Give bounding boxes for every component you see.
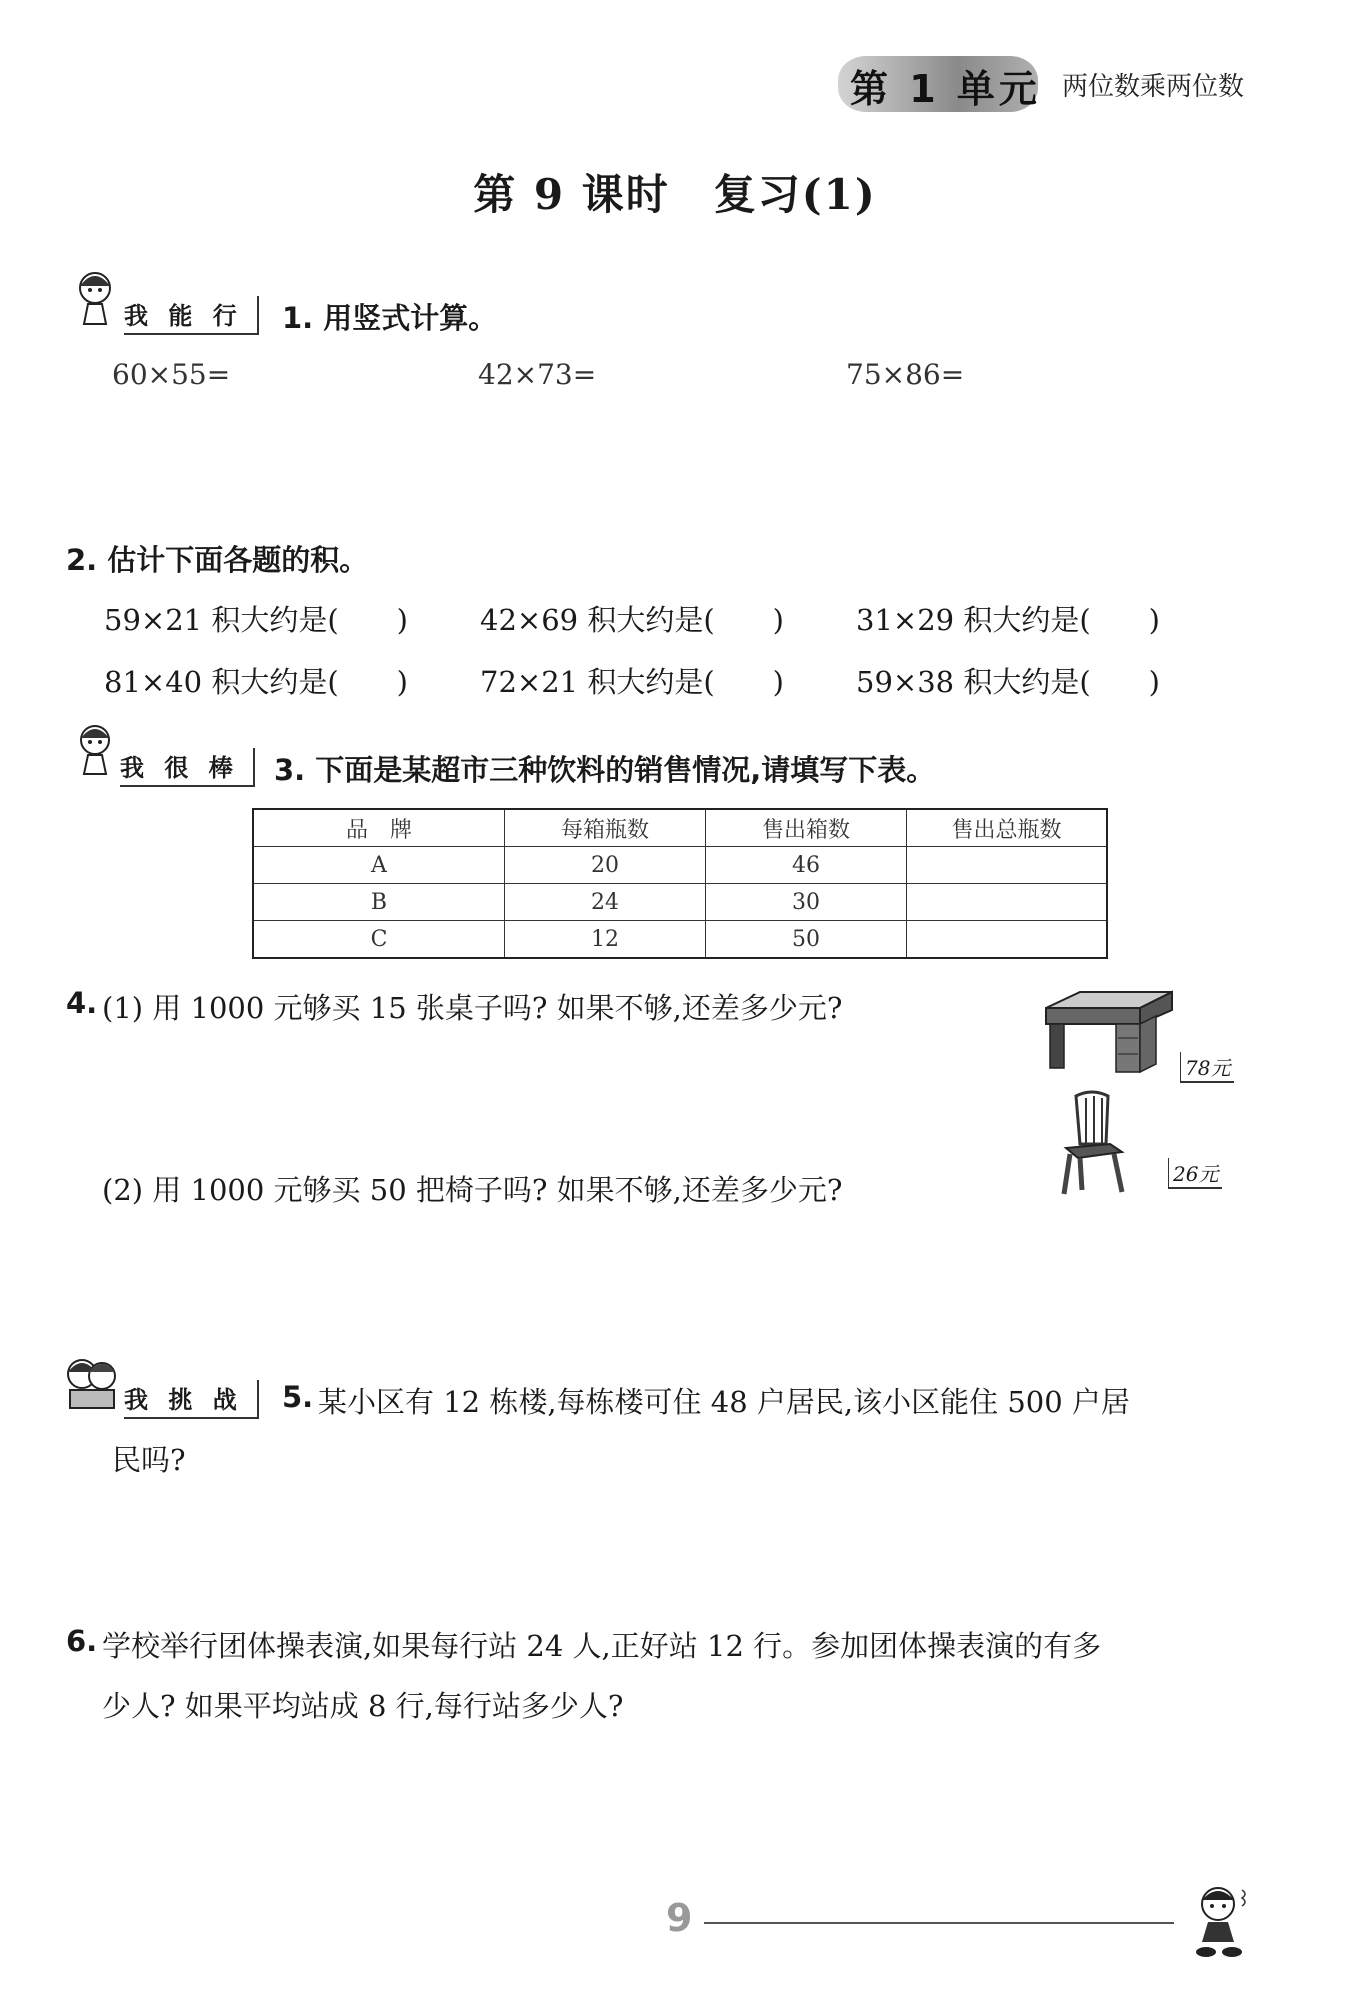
table-header: 品 牌	[253, 809, 505, 847]
desk-price-tag: 78元	[1180, 1052, 1234, 1083]
q2-r1-c1: 59×21 积大约是( )	[104, 603, 408, 637]
q5-line-2: 民吗?	[112, 1443, 186, 1477]
q2-r1-c3: 31×29 积大约是( )	[856, 603, 1160, 637]
section-badge-2: 我 很 棒	[120, 748, 255, 787]
chair-price-tag: 26元	[1168, 1158, 1222, 1189]
q1-item-3: 75×86=	[846, 358, 965, 391]
page-number: 9	[666, 1896, 693, 1940]
sales-table	[252, 808, 1108, 959]
mascot-footer-icon	[1178, 1880, 1264, 1960]
desk-icon	[1040, 988, 1174, 1078]
q5-line-1: 某小区有 12 栋楼,每栋楼可住 48 户居民,该小区能住 500 户居	[318, 1385, 1130, 1419]
girl-mascot-icon	[70, 268, 120, 330]
table-row	[253, 921, 1107, 959]
table-cell: 30	[706, 884, 907, 921]
unit-label: 第 1 单元	[850, 67, 1041, 111]
table-row	[253, 884, 1107, 921]
kids-mascot-icon	[62, 1352, 122, 1410]
table-cell: 12	[505, 921, 706, 959]
table-cell[interactable]	[907, 884, 1108, 921]
q3-label: 3. 下面是某超市三种饮料的销售情况,请填写下表。	[274, 753, 936, 787]
table-cell: B	[253, 884, 505, 921]
table-header: 每箱瓶数	[505, 809, 706, 847]
table-cell: 24	[505, 884, 706, 921]
q1-item-1: 60×55=	[112, 358, 231, 391]
q6-line-1: 学校举行团体操表演,如果每行站 24 人,正好站 12 行。参加团体操表演的有多	[102, 1629, 1102, 1663]
q2-r2-c3: 59×38 积大约是( )	[856, 665, 1160, 699]
q6-number: 6.	[66, 1624, 98, 1658]
q2-r2-c2: 72×21 积大约是( )	[480, 665, 784, 699]
table-cell: 50	[706, 921, 907, 959]
q4-number: 4.	[66, 986, 98, 1020]
section-badge-1: 我 能 行	[124, 296, 259, 335]
table-cell[interactable]	[907, 847, 1108, 884]
q2-label: 2. 估计下面各题的积。	[66, 543, 369, 577]
q5-number: 5.	[282, 1380, 314, 1414]
footer-divider	[704, 1922, 1174, 1924]
q2-r2-c1: 81×40 积大约是( )	[104, 665, 408, 699]
table-cell[interactable]	[907, 921, 1108, 959]
girl-mascot-icon	[72, 722, 118, 780]
chair-icon	[1058, 1090, 1128, 1196]
table-cell: A	[253, 847, 505, 884]
q2-r1-c2: 42×69 积大约是( )	[480, 603, 784, 637]
table-header: 售出箱数	[706, 809, 907, 847]
table-cell: 20	[505, 847, 706, 884]
page-title: 第 9 课时 复习(1)	[473, 170, 877, 219]
table-cell: C	[253, 921, 505, 959]
table-cell: 46	[706, 847, 907, 884]
q6-line-2: 少人? 如果平均站成 8 行,每行站多少人?	[102, 1689, 624, 1723]
unit-subtitle: 两位数乘两位数	[1062, 72, 1245, 102]
section-badge-3: 我 挑 战	[124, 1380, 259, 1419]
table-header: 售出总瓶数	[907, 809, 1108, 847]
q4-part-2: (2) 用 1000 元够买 50 把椅子吗? 如果不够,还差多少元?	[102, 1173, 843, 1207]
q1-item-2: 42×73=	[478, 358, 597, 391]
table-header-row	[253, 809, 1107, 847]
table-row	[253, 847, 1107, 884]
q1-label: 1. 用竖式计算。	[282, 301, 498, 335]
q4-part-1: (1) 用 1000 元够买 15 张桌子吗? 如果不够,还差多少元?	[102, 991, 843, 1025]
